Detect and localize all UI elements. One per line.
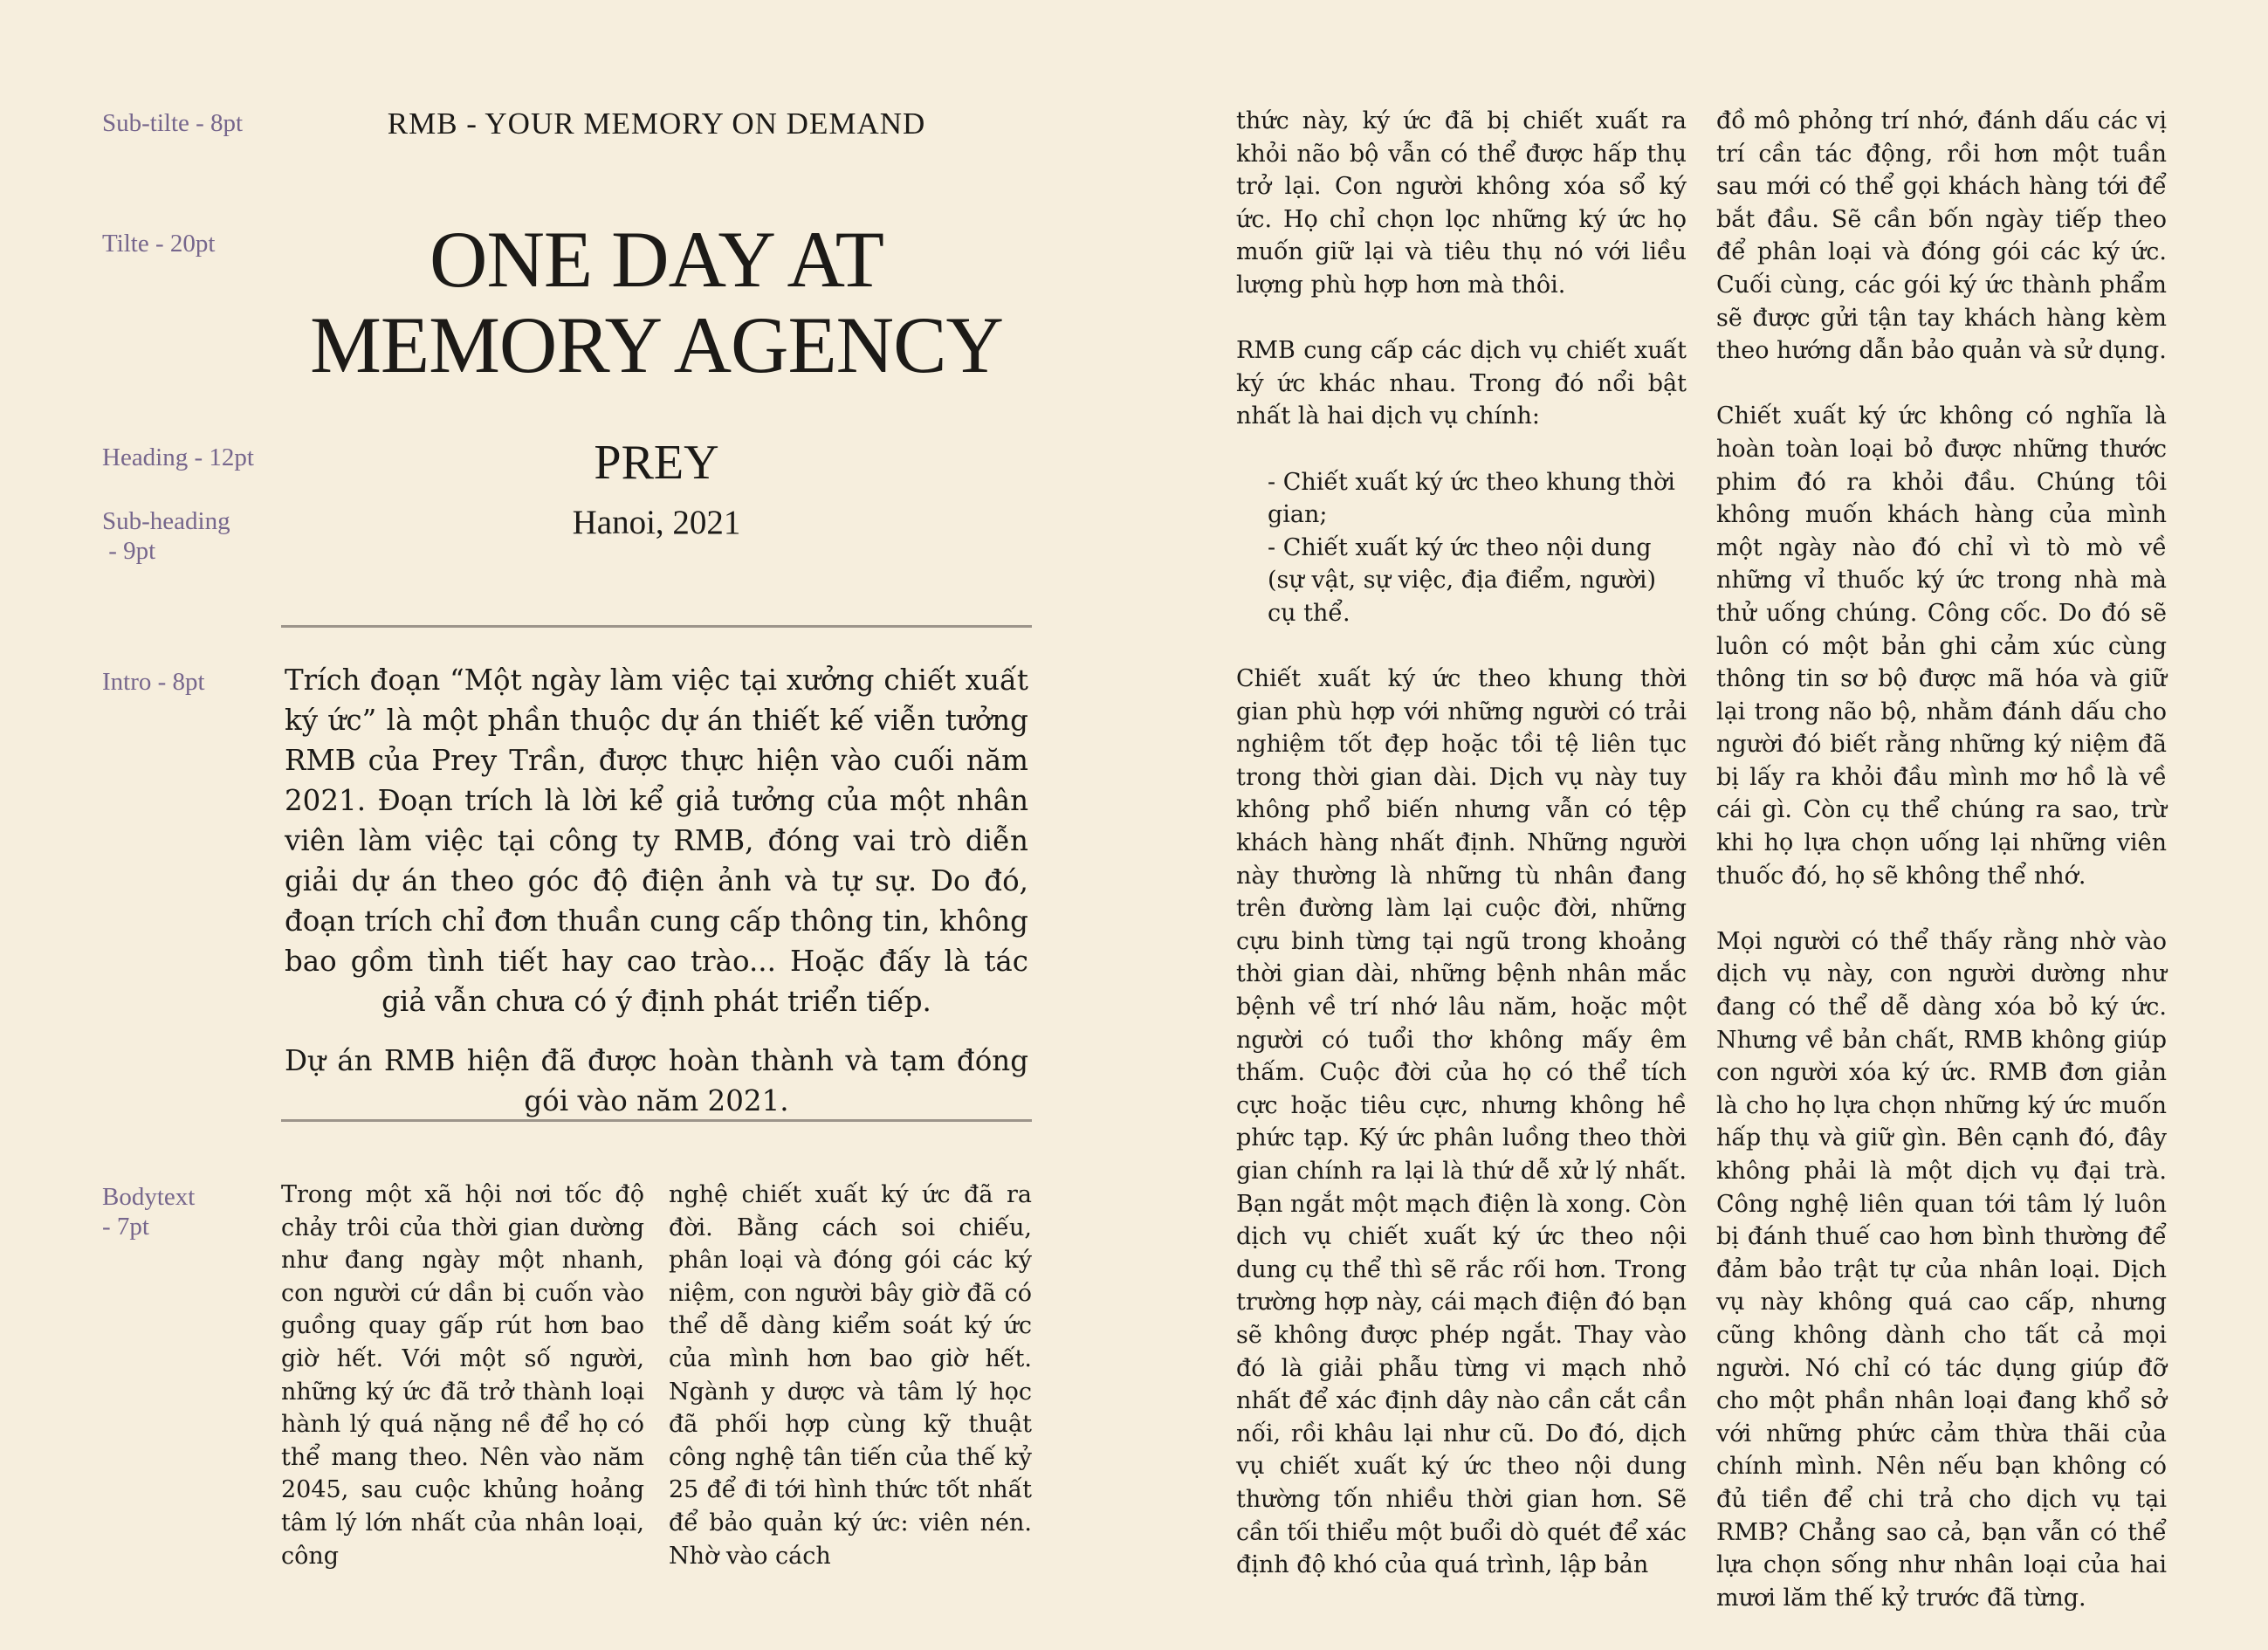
- intro-paragraph-1: Trích đoạn “Một ngày làm việc tại xưởng chiết xuất ký ức” là một phần thuộc dự án thiết kế viễn tưởng RMB của Prey Trần, được thực hiện vào cuối năm 2021. Đoạn trích là lời kể giả tưởng của một nhân viên làm việc tại công ty RMB, đóng vai trò diễn giải dự án theo góc độ điện ảnh và tự sự. Do đó, đoạn trích chỉ đơn thuần cung cấp thông tin, không bao gồm tình tiết hay cao trào... Hoặc đấy là tác giả vẫn chưa có ý định phát triển tiếp.: [285, 663, 1028, 1018]
- label-heading: Heading - 12pt: [102, 443, 254, 471]
- service-list-item: - Chiết xuất ký ức theo khung thời gian;: [1268, 468, 1675, 529]
- label-intro: Intro - 8pt: [102, 668, 205, 696]
- divider-top: [281, 625, 1032, 628]
- label-subheading: [102, 506, 294, 566]
- body-paragraph: Mọi người có thể thấy rằng nhờ vào dịch vụ này, con người dường như đang có thể dễ dàng xóa bỏ ký ức. Nhưng về bản chất, RMB không giúp con người xóa ký ức. RMB đơn giản là cho họ lựa chọn những ký ức muốn hấp thụ và giữ gìn. Bên cạnh đó, đây không phải là một dịch vụ đại trà. Công nghệ liên quan tới tâm lý luôn bị đánh thuế cao hơn bình thường để đảm bảo trật tự của nhân loại. Dịch vụ này không quá cao cấp, nhưng cũng không dành cho tất cả mọi người. Nó chỉ có tác dụng giúp đỡ cho một phần nhân loại đang khổ sở với những phức cảm thừa thãi của chính mình. Nên nếu bạn không có đủ tiền để chi trả cho dịch vụ tại RMB? Chẳng sao cả, bạn vẫn có thể lựa chọn sống như nhân loại của hai mươi lăm thế kỷ trước đã từng.: [1716, 927, 2167, 1612]
- label-bodytext-line1: Bodytext: [102, 1183, 196, 1211]
- divider-bottom: [281, 1119, 1032, 1122]
- body-paragraph: Chiết xuất ký ức theo khung thời gian phù hợp với những người có trải nghiệm tốt đẹp hoặc tồi tệ liên tục trong thời gian dài. Dịch vụ này tuy không phổ biến nhưng vẫn có tệp khách hàng nhất định. Những người này thường là những tù nhân đang trên đường làm lại cuộc đời, những cựu binh từng tại ngũ trong khoảng thời gian dài, những bệnh nhân mắc bệnh về trí nhớ lâu năm, hoặc một người có tuổi thơ không mấy êm thấm. Cuộc đời của họ có thể tích cực hoặc tiêu cực, nhưng không hề phức tạp. Ký ức phân luồng theo thời gian chính ra lại là thứ dễ xử lý nhất. Bạn ngắt một mạch điện là xong. Còn dịch vụ chiết xuất ký ức theo nội dung cụ thể thì sẽ rắc rối hơn. Trong trường hợp này, cái mạch điện đó bạn sẽ không được phép ngắt. Thay vào đó là giải phẫu từng vi mạch nhỏ nhất để xác định dây nào cần cắt cần nối, rồi khâu lại như cũ. Do đó, dịch vụ chiết xuất ký ức theo nội dung thường tốn nhiều thời gian hơn. Sẽ cần tối thiểu một buổi dò quét để xác định độ khó của quá trình, lập bản: [1236, 665, 1687, 1579]
- body-column-4: [1716, 105, 2167, 1614]
- body-paragraph: thức này, ký ức đã bị chiết xuất ra khỏi não bộ vẫn có thể được hấp thụ trở lại. Con người không xóa sổ ký ức. Họ chỉ chọn lọc những ký ức họ muốn giữ lại và tiêu thụ nó với liều lượng phù hợp hơn mà thôi.: [1236, 107, 1687, 299]
- label-bodytext: [102, 1182, 294, 1241]
- body-paragraph: Chiết xuất ký ức không có nghĩa là hoàn toàn loại bỏ được những thước phim đó ra khỏi đầu. Chúng tôi không muốn khách hàng của mình một ngày nào đó chỉ vì tò mò về những vỉ thuốc ký ức trong nhà mà thử uống chúng. Công cốc. Do đó sẽ luôn có một bản ghi cảm xúc cùng thông tin sơ bộ được mã hóa và giữ lại trong não bộ, nhằm đánh dấu cho người đó biết rằng những ký niệm đã bị lấy ra khỏi đầu mình mơ hồ là về cái gì. Còn cụ thể chúng ra sao, trừ khi họ lựa chọn uống lại những viên thuốc đó, họ sẽ không thể nhớ.: [1716, 402, 2167, 890]
- body-paragraph: nghệ chiết xuất ký ức đã ra đời. Bằng cách soi chiếu, phân loại và đóng gói các ký niệm, con người bây giờ đã có thể dễ dàng kiểm soát ký ức của mình hơn bao giờ hết. Ngành y dược và tâm lý học đã phối hợp cùng kỹ thuật công nghệ tân tiến của thế kỷ 25 để đi tới hình thức tốt nhất để bảo quản ký ức: viên nén. Nhờ vào cách: [669, 1181, 1032, 1570]
- place-date-subheading: Hanoi, 2021: [572, 504, 741, 541]
- author-heading: PREY: [594, 436, 719, 490]
- label-bodytext-line2: - 7pt: [102, 1213, 149, 1241]
- page-subtitle: RMB - YOUR MEMORY ON DEMAND: [387, 107, 926, 141]
- intro-text: [285, 660, 1028, 1140]
- service-list: [1268, 466, 1687, 630]
- body-paragraph: Trong một xã hội nơi tốc độ chảy trôi của thời gian dường như đang ngày một nhanh, con người cứ dần bị cuốn vào guồng quay gấp rút hơn bao giờ hết. Với một số người, những ký ức đã trở thành loại hành lý quá nặng nề để họ có thể mang theo. Nên vào năm 2045, sau cuộc khủng hoảng tâm lý lớn nhất của nhân loại, công: [281, 1181, 644, 1570]
- label-subheading-line1: Sub-heading: [102, 507, 230, 535]
- label-subheading-line2: - 9pt: [102, 537, 156, 565]
- body-column-1: [281, 1179, 644, 1572]
- service-list-item: - Chiết xuất ký ức theo nội dung (sự vật, sự việc, địa điểm, người) cụ thể.: [1268, 533, 1657, 627]
- body-paragraph: RMB cung cấp các dịch vụ chiết xuất ký ức khác nhau. Trong đó nổi bật nhất là hai dịch vụ chính:: [1236, 337, 1687, 430]
- body-paragraph: đồ mô phỏng trí nhớ, đánh dấu các vị trí cần tác động, rồi hơn một tuần sau mới có thể gọi khách hàng tới để bắt đầu. Sẽ cần bốn ngày tiếp theo để phân loại và đóng gói các ký ức. Cuối cùng, các gói ký ức thành phẩm sẽ được gửi tận tay khách hàng kèm theo hướng dẫn bảo quản và sử dụng.: [1716, 107, 2167, 365]
- page-title: [281, 217, 1032, 388]
- label-subtitle: Sub-tilte - 8pt: [102, 109, 244, 137]
- intro-paragraph-2: Dự án RMB hiện đã được hoàn thành và tạm đóng gói vào năm 2021.: [285, 1044, 1028, 1117]
- page-title-line2: MEMORY AGENCY: [310, 300, 1003, 389]
- body-column-2: [669, 1179, 1032, 1572]
- page-title-line1: ONE DAY AT: [430, 215, 883, 304]
- label-title: Tilte - 20pt: [102, 230, 216, 258]
- body-column-3: [1236, 105, 1687, 1582]
